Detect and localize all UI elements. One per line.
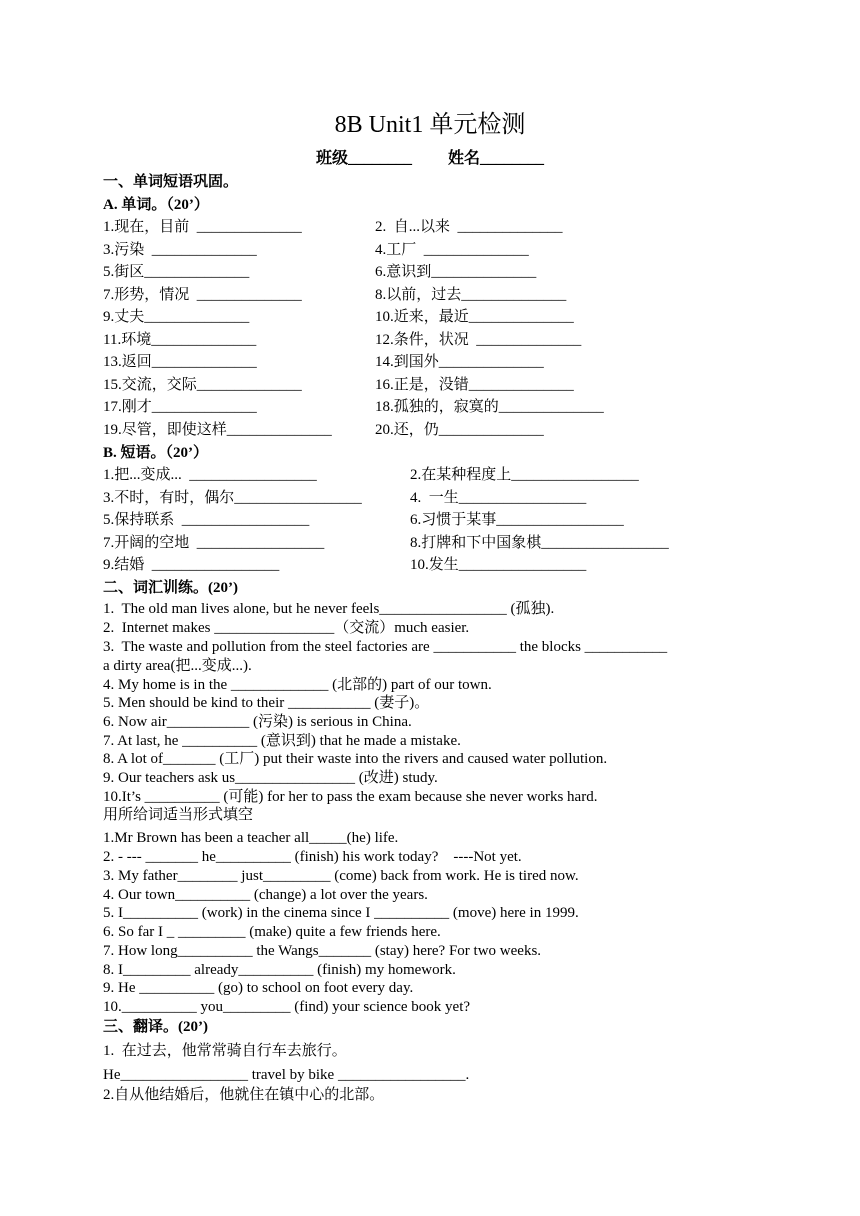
fill-item: 1.Mr Brown has been a teacher all_____(he) life. [103,830,399,846]
phrase-item: 3.不时，有时，偶尔_________________ [103,490,362,506]
phrase-item: 1.把...变成... _________________ [103,467,317,483]
fill-item: 8. I_________ already__________ (finish) my homework. [103,962,456,978]
word-item: 18.孤独的，寂寞的______________ [375,399,604,415]
vocab-item: 3. The waste and pollution from the steel factories are ___________ the blocks ___________ [103,639,668,655]
phrase-item: 10.发生_________________ [410,557,587,573]
fill-item: 7. How long__________ the Wangs_______ (stay) here? For two weeks. [103,943,542,959]
phrase-item: 8.打牌和下中国象棋_________________ [410,535,669,551]
word-item: 20.还，仍______________ [375,422,544,438]
word-item: 7.形势，情况 ______________ [103,287,302,303]
word-item: 6.意识到______________ [375,264,537,280]
translation-item: He_________________ travel by bike _________________. [103,1067,470,1083]
word-item: 4.工厂 ______________ [375,242,529,258]
phrase-item: 6.习惯于某事_________________ [410,512,624,528]
fill-item: 10.__________ you_________ (find) your science book yet? [103,999,471,1015]
phrase-item: 7.开阔的空地 _________________ [103,535,325,551]
word-item: 19.尽管，即使这样______________ [103,422,332,438]
word-item: 9.丈夫______________ [103,309,250,325]
fill-item: 3. My father________ just_________ (come) back from work. He is tired now. [103,868,579,884]
vocab-item: 1. The old man lives alone, but he never feels_________________ (孤独). [103,601,555,617]
word-item: 11.环境______________ [103,332,257,348]
page-title: 8B Unit1 单元检测 [334,112,526,138]
word-item: 3.污染 ______________ [103,242,257,258]
class-field: 班级________ [315,150,412,167]
word-item: 17.刚才______________ [103,399,257,415]
vocab-item: 7. At last, he __________ (意识到) that he made a mistake. [103,733,461,749]
vocab-item: 2. Internet makes ________________（交流）much easier. [103,620,470,636]
word-item: 8.以前，过去______________ [375,287,567,303]
word-item: 13.返回______________ [103,354,257,370]
translation-item: 1. 在过去，他常常骑自行车去旅行。 [103,1043,347,1059]
fill-item: 2. - --- _______ he__________ (finish) his work today? ----Not yet. [103,849,522,865]
phrase-item: 9.结婚 _________________ [103,557,280,573]
partB-heading: B. 短语。（20’） [103,445,209,461]
word-item: 15.交流，交际______________ [103,377,302,393]
vocab-item: 10.It’s __________ (可能) for her to pass the exam because she never works hard. [103,789,598,805]
vocab-item: 8. A lot of_______ (工厂) put their waste into the rivers and caused water pollution. [103,751,608,767]
section1-heading: 一、单词短语巩固。 [103,174,239,190]
fill-subheading: 用所给词适当形式填空 [103,807,254,823]
phrase-item: 5.保持联系 _________________ [103,512,310,528]
vocab-item: 4. My home is in the _____________ (北部的) part of our town. [103,677,492,693]
vocab-item: 9. Our teachers ask us________________ (改进) study. [103,770,438,786]
partA-heading: A. 单词。（20’） [103,197,209,213]
section2-heading: 二、词汇训练。(20’) [103,580,238,596]
vocab-item: a dirty area(把...变成...). [103,658,252,674]
fill-item: 5. I__________ (work) in the cinema since I __________ (move) here in 1999. [103,905,579,921]
student-info-row [0,149,860,169]
fill-item: 6. So far I _ _________ (make) quite a few friends here. [103,924,441,940]
translation-item: 2.自从他结婚后，他就住在镇中心的北部。 [103,1087,385,1103]
name-field: 姓名________ [448,150,545,167]
word-item: 10.近来，最近______________ [375,309,574,325]
fill-item: 9. He __________ (go) to school on foot every day. [103,980,414,996]
word-item: 5.街区______________ [103,264,250,280]
vocab-item: 6. Now air___________ (污染) is serious in China. [103,714,412,730]
word-item: 14.到国外______________ [375,354,544,370]
word-item: 2. 自...以来 ______________ [375,219,563,235]
section3-heading: 三、翻译。(20’) [103,1019,208,1035]
word-item: 1.现在，目前 ______________ [103,219,302,235]
fill-item: 4. Our town__________ (change) a lot over the years. [103,887,428,903]
phrase-item: 2.在某种程度上_________________ [410,467,639,483]
word-item: 12.条件，状况 ______________ [375,332,582,348]
vocab-item: 5. Men should be kind to their ___________ (妻子)。 [103,695,430,711]
word-item: 16.正是，没错______________ [375,377,574,393]
phrase-item: 4. 一生_________________ [410,490,587,506]
